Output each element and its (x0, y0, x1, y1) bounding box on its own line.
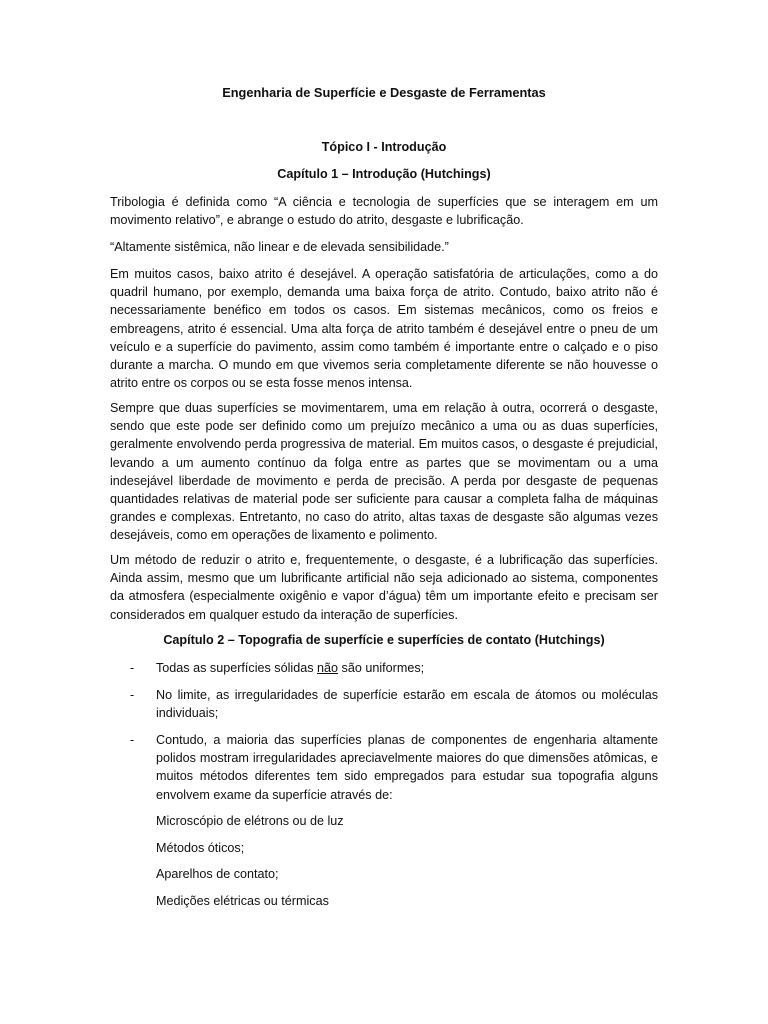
chapter-1-heading: Capítulo 1 – Introdução (Hutchings) (277, 167, 491, 181)
topic-heading: Tópico I - Introdução (321, 140, 447, 154)
chapter-2-heading: Capítulo 2 – Topografia de superfície e superfícies de contato (Hutchings) (163, 633, 605, 647)
paragraph-lubrication: Um método de reduzir o atrito e, frequentemente, o desgaste, é a lubrificação das superfícies. Ainda assim, mesmo que um lubrificante artificial não seja adicionado ao sistema, componentes da atmosfera (especialmente oxigênio e vapor d’água) têm um importante efeito e precisam ser considerados em qualquer estudo da interação de superfícies. (110, 553, 658, 622)
paragraph-wear: Sempre que duas superfícies se movimentarem, uma em relação à outra, ocorrerá o desgaste, sendo que este pode ser definido como um prejuízo mecânico a uma ou as duas superfícies, geralmente envolvendo perda progressiva de material. Em muitos casos, o desgaste é prejudicial, levando a um aumento contínuo da folga entre as partes que se movimentam ou a uma indesejável liberdade de movimento e perda de precisão. A perda por desgaste de pequenas quantidades relativas de material pode ser suficiente para causar a completa falha de máquinas grandes e complexas. Entretanto, no caso do atrito, altas taxas de desgaste são algumas vezes desejáveis, como em operações de lixamento e polimento. (110, 401, 658, 543)
bullet-text-part: Todas as superfícies sólidas (156, 661, 318, 675)
underlined-word: não (317, 661, 339, 675)
method-item: Aparelhos de contato; (156, 867, 279, 881)
bullet-text (156, 659, 658, 677)
paragraph-friction: Em muitos casos, baixo atrito é desejável. A operação satisfatória de articulações, como a do quadril humano, por exemplo, demanda uma baixa força de atrito. Contudo, baixo atrito não é necessariamente benéfico em todos os casos. Em sistemas mecânicos, como os freios e embreagens, atrito é essencial. Uma alta força de atrito também é desejável entre o pneu de um veículo e a superfície do pavimento, assim como também é importante entre o calçado e o piso durante a marcha. O mundo em que vivemos seria completamente diferente se não houvesse o atrito entre os corpos ou se esta fosse menos intensa. (110, 267, 658, 391)
method-item: Métodos óticos; (156, 841, 245, 855)
bullet-text-part: são uniformes; (338, 661, 425, 675)
method-item: Medições elétricas ou térmicas (156, 894, 329, 908)
method-item: Microscópio de elétrons ou de luz (156, 814, 344, 828)
paragraph-quote: “Altamente sistêmica, não linear e de elevada sensibilidade.” (110, 240, 449, 254)
bullet-text: No limite, as irregularidades de superfície estarão em escala de átomos ou moléculas individuais; (156, 688, 658, 721)
paragraph-tribology-definition: Tribologia é definida como “A ciência e tecnologia de superfícies que se interagem em um movimento relativo”, e abrange o estudo do atrito, desgaste e lubrificação. (110, 195, 658, 228)
bullet-text: Contudo, a maioria das superfícies planas de componentes de engenharia altamente polidos mostram irregularidades apreciavelmente maiores do que dimensões atômicas, e muitos métodos diferentes tem sido empregados para estudar sua topografia alguns envolvem exame da superfície através de: (156, 733, 658, 802)
bullet-dash: - (130, 733, 135, 747)
bullet-dash: - (130, 661, 135, 675)
document-title: Engenharia de Superfície e Desgaste de Ferramentas (222, 85, 546, 100)
bullet-dash: - (130, 688, 135, 702)
